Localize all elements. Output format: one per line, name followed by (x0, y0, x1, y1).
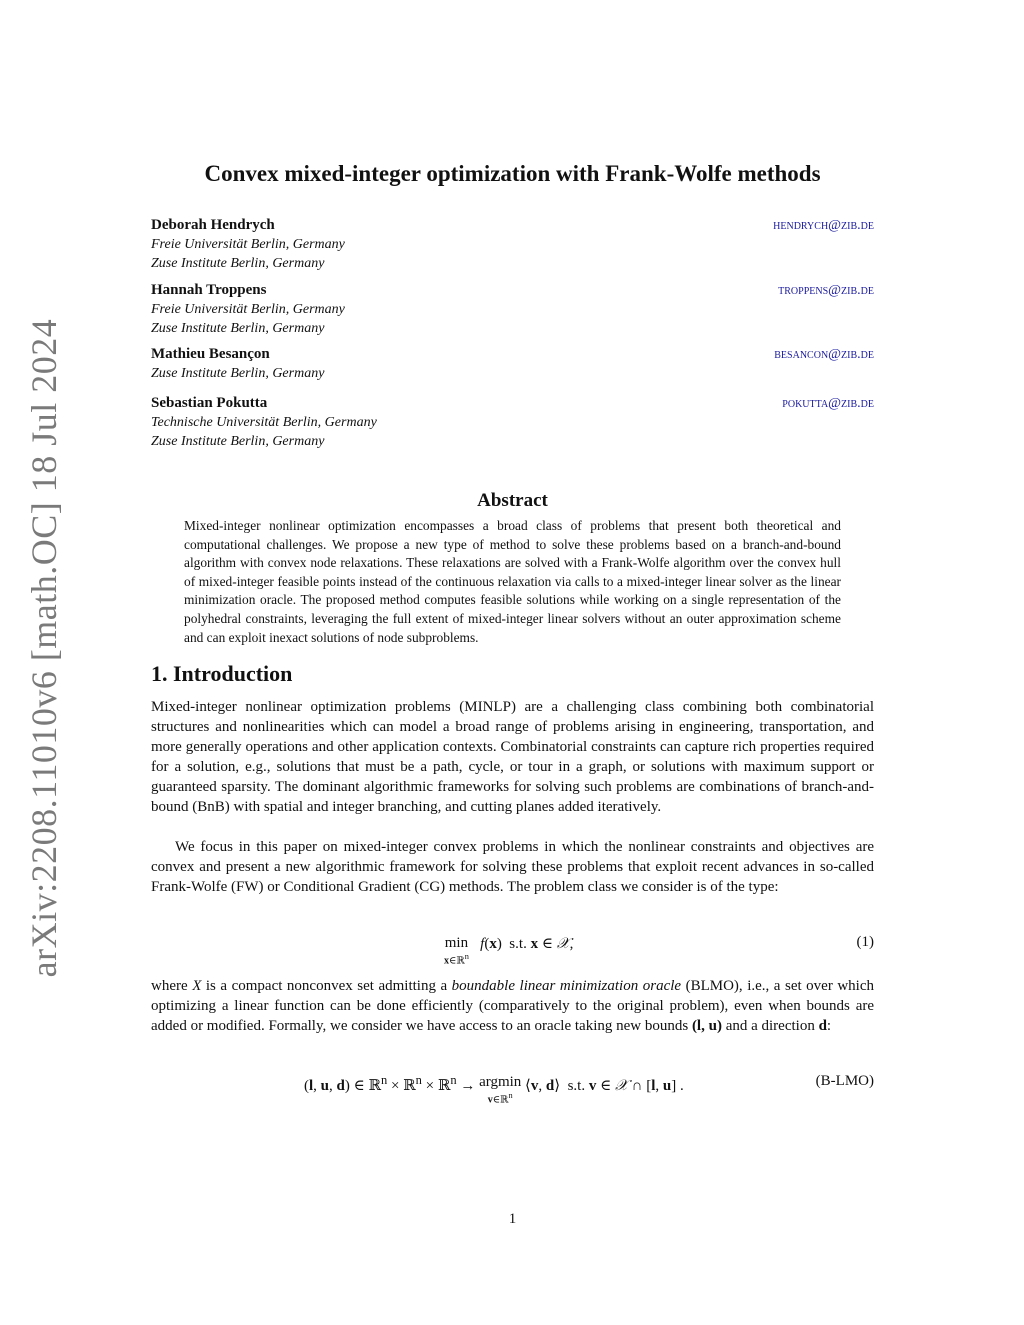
equation-blmo-label: (B-LMO) (815, 1073, 874, 1089)
author-block (151, 394, 874, 451)
equation-blmo-body: (l, u, d) ∈ ℝ$^n$ × ℝ$^n$ × ℝ$^n$ → argmin v∈ℝ$^n$ ⟨v, d⟩ s.t. v ∈ 𝒳 ∩ [l, u] . (304, 1073, 684, 1106)
author-affiliation: Zuse Institute Berlin, Germany (151, 256, 325, 271)
arxiv-identifier-stamp: arXiv:2208.11010v6 [math.OC] 18 Jul 2024 (24, 318, 64, 978)
author-block (151, 216, 874, 273)
author-email-link[interactable]: hendrych@zib.de (773, 218, 874, 233)
author-affiliation: Technische Universität Berlin, Germany (151, 415, 377, 430)
author-email-link[interactable]: troppens@zib.de (778, 283, 874, 298)
equation-blmo (151, 1073, 874, 1107)
author-name: Mathieu Besançon (151, 346, 270, 362)
equation-1-label: (1) (856, 934, 874, 950)
equation-1 (151, 934, 874, 967)
author-affiliation: Zuse Institute Berlin, Germany (151, 321, 325, 336)
equation-1-body: min x∈ℝ$^n$ f(x) s.t. x ∈ 𝒳, (444, 935, 574, 967)
page-number: 1 (508, 1211, 517, 1227)
abstract-heading: Abstract (477, 490, 548, 511)
author-affiliation: Freie Universität Berlin, Germany (151, 237, 345, 252)
author-affiliation: Zuse Institute Berlin, Germany (151, 434, 325, 449)
author-block (151, 345, 874, 383)
author-affiliation: Zuse Institute Berlin, Germany (151, 366, 325, 381)
intro-paragraph: Mixed-integer nonlinear optimization problems (MINLP) are a challenging class combining both combinatorial structures and nonlinearities which can model a broad range of problems arising in engineering, transportation, and more generally operations and other application contexts. Combinatorial constraints can capture rich properties required for a solution, e.g., solutions that must be a path, cycle, or tour in a graph, or solutions with maximum support or guaranteed sparsity. The dominant algorithmic frameworks for solving such problems are combinations of branch-and-bound (BnB) with spatial and integer branching, and cutting planes added iteratively. (151, 699, 874, 815)
emphasized-term: boundable linear minimization oracle (451, 978, 682, 994)
author-affiliation: Freie Universität Berlin, Germany (151, 302, 345, 317)
intro-paragraph: where X is a compact nonconvex set admitting a boundable linear minimization oracle (BLMO), i.e., a set over which optimizing a linear function can be done efficiently (comparatively to the original problem), even when bounds are added or modified. Formally, we consider we have access to an oracle taking new bounds (l, u) and a direction d: (151, 978, 874, 1034)
author-name: Sebastian Pokutta (151, 395, 268, 411)
author-name: Hannah Troppens (151, 282, 267, 298)
set-symbol: X (192, 978, 202, 994)
abstract-text: Mixed-integer nonlinear optimization encompasses a broad class of problems that present both theoretical and computational challenges. We propose a new type of method to solve these problems based on a branch-and-bound algorithm with convex node relaxations. These relaxations are solved with a Frank-Wolfe algorithm over the convex hull of mixed-integer feasible points instead of the continuous relaxation via calls to a mixed-integer linear solver as the linear minimization oracle. The proposed method computes feasible solutions while working on a single representation of the polyhedral constraints, leveraging the full extent of mixed-integer linear solvers without an outer approximation scheme and can exploit inexact solutions of node subproblems. (184, 518, 841, 645)
author-email-link[interactable]: besancon@zib.de (774, 347, 874, 362)
intro-paragraph: We focus in this paper on mixed-integer convex problems in which the nonlinear constraints and objectives are convex and present a new algorithmic framework for solving these problems that exploit recent advances in so-called Frank-Wolfe (FW) or Conditional Gradient (CG) methods. The problem class we consider is of the type: (151, 839, 874, 895)
author-name: Deborah Hendrych (151, 217, 275, 233)
author-block (151, 281, 874, 338)
section-heading-introduction: 1. Introduction (151, 661, 293, 686)
paper-title: Convex mixed-integer optimization with Frank-Wolfe methods (204, 161, 821, 186)
author-email-link[interactable]: pokutta@zib.de (782, 396, 874, 411)
